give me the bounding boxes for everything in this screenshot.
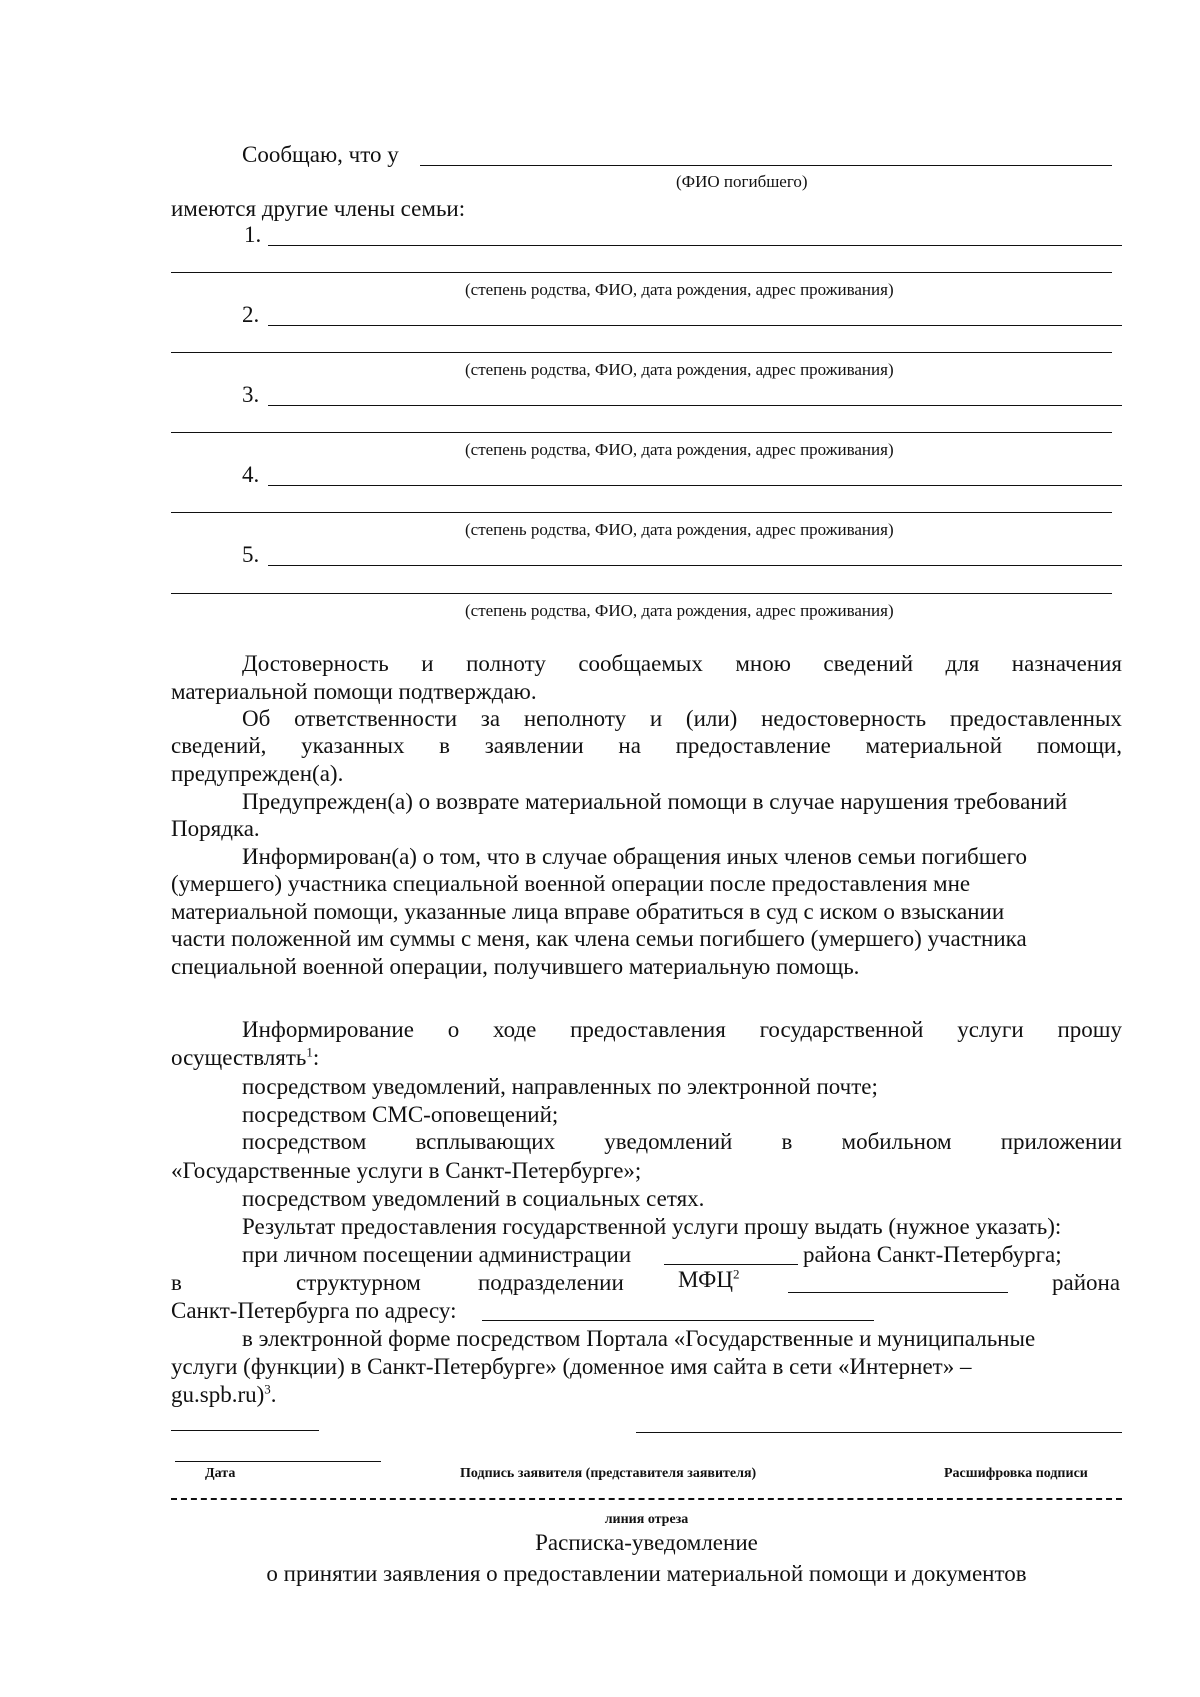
result-mfc-label: МФЦ$^2$: [678, 1266, 740, 1292]
receipt-subtitle: о принятии заявления о предоставлении материальной помощи и документов: [266, 1561, 1027, 1586]
mfc-address-field[interactable]: [482, 1320, 874, 1321]
member-field-line1[interactable]: [268, 325, 1122, 326]
paragraph-responsibility-line1: Об ответственности за неполноту и (или) недостоверность предоставленных: [242, 706, 1122, 731]
result-option-administration[interactable]: при личном посещении администрации: [242, 1242, 632, 1267]
member-caption: (степень родства, ФИО, дата рождения, адрес проживания): [465, 520, 894, 539]
informing-option-email[interactable]: посредством уведомлений, направленных по электронной почте;: [242, 1074, 878, 1099]
paragraph-informed-line5: специальной военной операции, получившего материальную помощь.: [171, 954, 860, 979]
receipt-title: Расписка-уведомление: [535, 1530, 758, 1555]
member-field-line1[interactable]: [268, 245, 1122, 246]
cut-line: [171, 1498, 1122, 1500]
mfc-district-field[interactable]: [788, 1292, 1008, 1293]
informing-option-social[interactable]: посредством уведомлений в социальных сетях.: [242, 1186, 705, 1211]
result-mfc-word: района: [1052, 1270, 1121, 1295]
deceased-name-caption: (ФИО погибшего): [676, 172, 808, 191]
informing-option-app-line2: «Государственные услуги в Санкт-Петербурге»;: [171, 1158, 642, 1183]
paragraph-reliability-line2: материальной помощи подтверждаю.: [171, 679, 537, 704]
member-field-line1[interactable]: [268, 405, 1122, 406]
result-mfc-word: в: [171, 1270, 182, 1295]
informing-option-app-line1[interactable]: посредством всплывающих уведомлений в мобильном приложении: [242, 1129, 1122, 1154]
member-field-line2[interactable]: [171, 272, 1112, 273]
result-option-portal-line2: услуги (функции) в Санкт-Петербурге» (доменное имя сайта в сети «Интернет» –: [171, 1354, 972, 1379]
signature-short-line[interactable]: [171, 1430, 319, 1431]
paragraph-informed-line4: части положенной им суммы с меня, как члена семьи погибшего (умершего) участника: [171, 926, 1027, 951]
paragraph-responsibility-line3: предупрежден(а).: [171, 761, 344, 786]
member-field-line1[interactable]: [268, 485, 1122, 486]
result-address-label: Санкт-Петербурга по адресу:: [171, 1298, 457, 1323]
member-field-line2[interactable]: [171, 512, 1112, 513]
informing-line2: осуществлять$^1$:: [171, 1044, 320, 1070]
paragraph-informed-line1: Информирован(а) о том, что в случае обращения иных членов семьи погибшего: [242, 844, 1027, 869]
member-number: 3.: [242, 382, 260, 407]
intro-continuation: имеются другие члены семьи:: [171, 196, 466, 221]
informing-option-sms[interactable]: посредством СМС-оповещений;: [242, 1102, 559, 1127]
date-field-line[interactable]: [175, 1461, 381, 1462]
paragraph-return-line2: Порядка.: [171, 816, 260, 841]
member-number: 4.: [242, 462, 260, 487]
member-field-line1[interactable]: [268, 565, 1122, 566]
signature-decoding-line[interactable]: [636, 1432, 1122, 1433]
informing-line1: Информирование о ходе предоставления государственной услуги прошу: [242, 1017, 1122, 1042]
decoding-label: Расшифровка подписи: [944, 1466, 1088, 1481]
district-field[interactable]: [664, 1264, 798, 1265]
result-mfc-word: структурном: [296, 1270, 421, 1295]
result-mfc-word: подразделении: [478, 1270, 624, 1295]
member-field-line2[interactable]: [171, 432, 1112, 433]
member-caption: (степень родства, ФИО, дата рождения, адрес проживания): [465, 360, 894, 379]
member-caption: (степень родства, ФИО, дата рождения, адрес проживания): [465, 440, 894, 459]
member-number: 2.: [242, 302, 260, 327]
paragraph-informed-line2: (умершего) участника специальной военной операции после предоставления мне: [171, 871, 971, 896]
deceased-name-field[interactable]: [420, 165, 1112, 166]
member-field-line2[interactable]: [171, 352, 1112, 353]
member-caption: (степень родства, ФИО, дата рождения, адрес проживания): [465, 280, 894, 299]
member-caption: (степень родства, ФИО, дата рождения, адрес проживания): [465, 601, 894, 620]
member-field-line2[interactable]: [171, 593, 1112, 594]
date-label: Дата: [205, 1466, 236, 1481]
intro-prefix: Сообщаю, что у: [242, 142, 399, 167]
paragraph-return-line1: Предупрежден(а) о возврате материальной помощи в случае нарушения требований: [242, 789, 1068, 814]
paragraph-informed-line3: материальной помощи, указанные лица вправе обратиться в суд с иском о взыскании: [171, 899, 1005, 924]
cut-line-label: линия отреза: [604, 1512, 689, 1527]
result-option-portal-line1[interactable]: в электронной форме посредством Портала «Государственные и муниципальные: [242, 1326, 1036, 1351]
result-option-administration-tail: района Санкт-Петербурга;: [803, 1242, 1062, 1267]
member-number: 1.: [244, 222, 262, 247]
result-option-portal-line3: gu.spb.ru)$^3$.: [171, 1381, 277, 1407]
member-number: 5.: [242, 542, 260, 567]
paragraph-reliability-line1: Достоверность и полноту сообщаемых мною сведений для назначения: [242, 651, 1122, 676]
paragraph-responsibility-line2: сведений, указанных в заявлении на предоставление материальной помощи,: [171, 733, 1122, 758]
result-line1: Результат предоставления государственной услуги прошу выдать (нужное указать):: [242, 1214, 1062, 1239]
signature-label: Подпись заявителя (представителя заявителя): [460, 1466, 757, 1481]
